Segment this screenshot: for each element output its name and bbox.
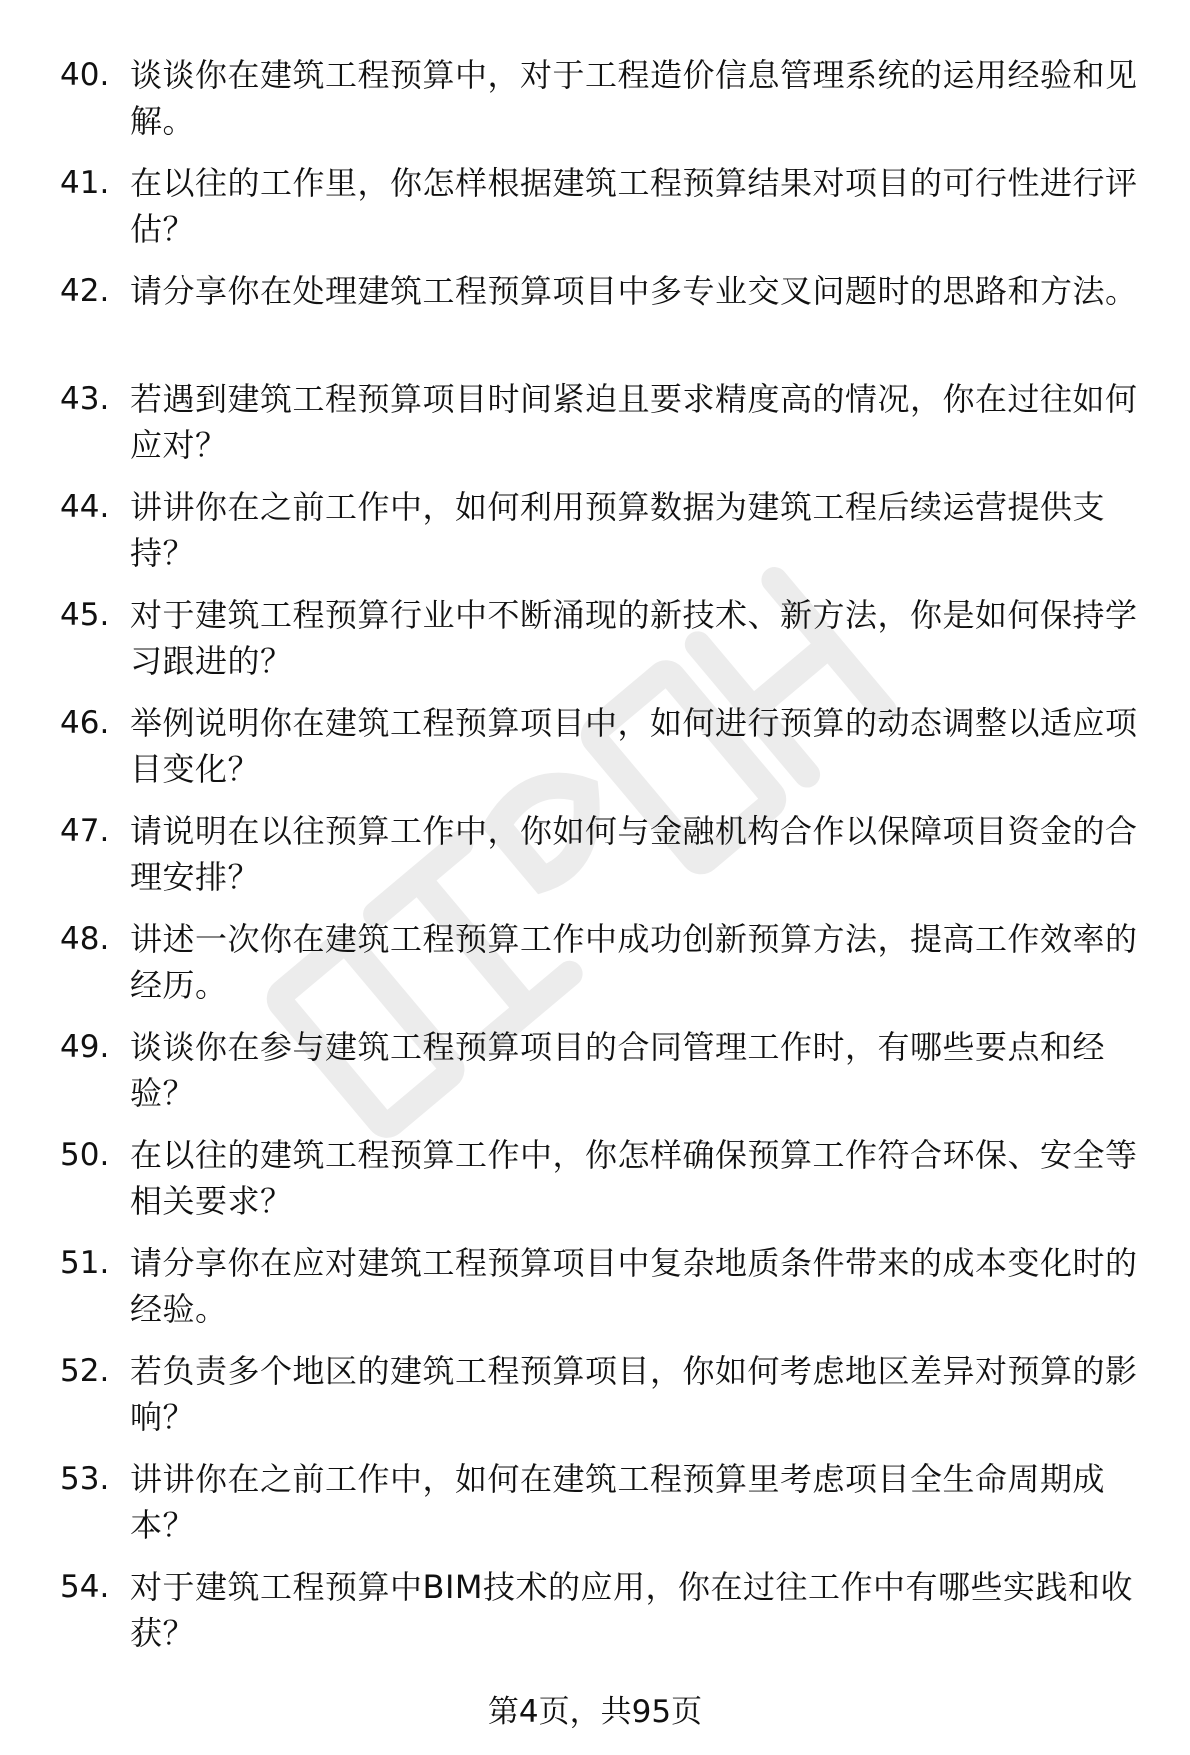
question-item	[60, 592, 1150, 700]
question-item	[60, 376, 1150, 484]
question-item	[60, 1132, 1150, 1240]
question-item	[60, 268, 1150, 376]
question-text: 若负责多个地区的建筑工程预算项目，你如何考虑地区差异对预算的影响？	[130, 1352, 1138, 1436]
question-text: 在以往的工作里，你怎样根据建筑工程预算结果对项目的可行性进行评估？	[130, 164, 1138, 248]
question-item	[60, 1240, 1150, 1348]
question-item	[60, 160, 1150, 268]
question-number: 40.	[60, 57, 110, 93]
question-number: 49.	[60, 1029, 110, 1065]
question-item	[60, 484, 1150, 592]
question-number: 42.	[60, 273, 110, 309]
question-number: 52.	[60, 1353, 110, 1389]
question-item	[60, 916, 1150, 1024]
question-text: 对于建筑工程预算行业中不断涌现的新技术、新方法，你是如何保持学习跟进的？	[130, 596, 1138, 680]
question-number: 46.	[60, 705, 110, 741]
question-list	[60, 52, 1150, 1672]
question-text: 谈谈你在建筑工程预算中，对于工程造价信息管理系统的运用经验和见解。	[130, 56, 1138, 140]
question-number: 53.	[60, 1461, 110, 1497]
question-text: 对于建筑工程预算中BIM技术的应用，你在过往工作中有哪些实践和收获？	[130, 1568, 1134, 1652]
question-text: 在以往的建筑工程预算工作中，你怎样确保预算工作符合环保、安全等相关要求？	[130, 1136, 1138, 1220]
question-number: 45.	[60, 597, 110, 633]
question-item	[60, 700, 1150, 808]
question-item	[60, 1024, 1150, 1132]
question-item	[60, 52, 1150, 160]
question-text: 若遇到建筑工程预算项目时间紧迫且要求精度高的情况，你在过往如何应对？	[130, 380, 1138, 464]
question-number: 44.	[60, 489, 110, 525]
question-item	[60, 1456, 1150, 1564]
question-item	[60, 1564, 1150, 1672]
question-number: 54.	[60, 1569, 110, 1605]
question-text: 讲讲你在之前工作中，如何在建筑工程预算里考虑项目全生命周期成本？	[130, 1460, 1106, 1544]
question-number: 51.	[60, 1245, 110, 1281]
page-footer: 第4页，共95页	[487, 1694, 703, 1730]
question-text: 讲述一次你在建筑工程预算工作中成功创新预算方法，提高工作效率的经历。	[130, 920, 1138, 1004]
question-text: 请分享你在应对建筑工程预算项目中复杂地质条件带来的成本变化时的经验。	[130, 1244, 1138, 1328]
question-number: 41.	[60, 165, 110, 201]
question-text: 讲讲你在之前工作中，如何利用预算数据为建筑工程后续运营提供支持？	[130, 488, 1106, 572]
question-number: 43.	[60, 381, 110, 417]
question-text: 请分享你在处理建筑工程预算项目中多专业交叉问题时的思路和方法。	[130, 272, 1138, 310]
question-number: 48.	[60, 921, 110, 957]
question-text: 谈谈你在参与建筑工程预算项目的合同管理工作时，有哪些要点和经验？	[130, 1028, 1106, 1112]
question-item	[60, 808, 1150, 916]
question-number: 47.	[60, 813, 110, 849]
question-item	[60, 1348, 1150, 1456]
question-text: 请说明在以往预算工作中，你如何与金融机构合作以保障项目资金的合理安排？	[130, 812, 1138, 896]
question-text: 举例说明你在建筑工程预算项目中，如何进行预算的动态调整以适应项目变化？	[130, 704, 1138, 788]
question-number: 50.	[60, 1137, 110, 1173]
